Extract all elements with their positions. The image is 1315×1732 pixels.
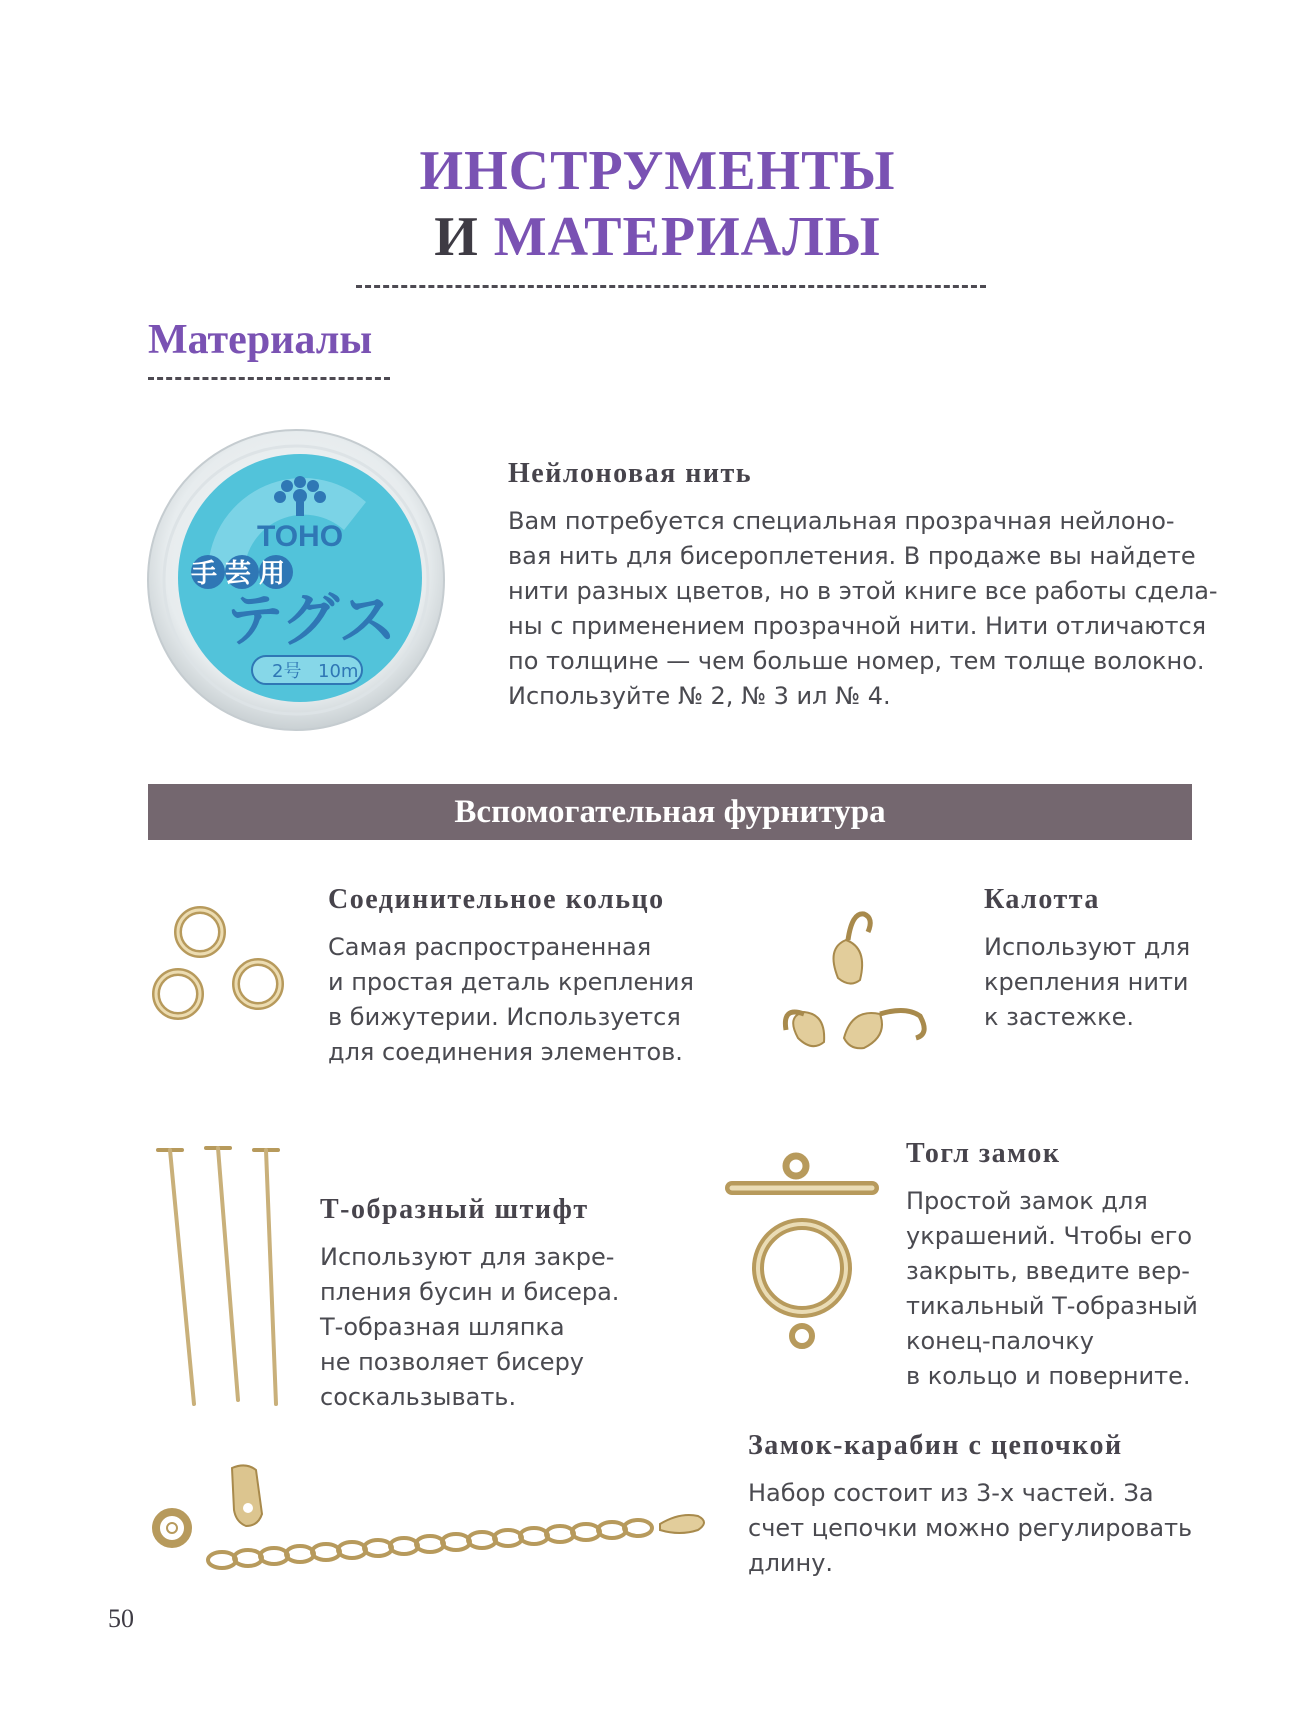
text-line: к застежке. <box>984 1003 1135 1031</box>
text-line: счет цепочки можно регулировать <box>748 1514 1193 1542</box>
title-conjunction: И <box>434 206 479 268</box>
head-pin-description <box>320 1240 619 1415</box>
text-line: Используйте № 2, № 3 ил № 4. <box>508 682 891 710</box>
text-line: для соединения элементов. <box>328 1038 683 1066</box>
jump-ring-description <box>328 930 694 1070</box>
text-line: по толщине — чем больше номер, тем толще волокно. <box>508 647 1205 675</box>
clasp-chain-title: Замок-карабин с цепочкой <box>748 1430 1123 1461</box>
text-line: нити разных цветов, но в этой книге все работы сдела- <box>508 577 1218 605</box>
text-line: крепления нити <box>984 968 1189 996</box>
jump-ring-title: Соединительное кольцо <box>328 884 665 915</box>
calotte-description <box>984 930 1190 1035</box>
text-line: вая нить для бисероплетения. В продаже вы найдете <box>508 542 1196 570</box>
text-line: ны с применением прозрачной нити. Нити отличаются <box>508 612 1207 640</box>
text-line: Используют для закре- <box>320 1243 615 1271</box>
text-line: украшений. Чтобы его <box>906 1222 1193 1250</box>
nylon-thread-title: Нейлоновая нить <box>508 458 753 489</box>
text-line: конец-палочку <box>906 1327 1094 1355</box>
svg-text:手芸用: 手芸用 <box>190 559 294 589</box>
clasp-chain-description <box>748 1476 1192 1581</box>
text-line: тикальный Т-образный <box>906 1292 1198 1320</box>
svg-text:テグス: テグス <box>225 586 397 654</box>
page-number: 50 <box>108 1604 134 1633</box>
jump-rings-image <box>148 900 288 1030</box>
calottes-image <box>776 888 948 1078</box>
section-title: Материалы <box>148 317 373 363</box>
svg-text:TOHO: TOHO <box>256 520 344 553</box>
title-word: МАТЕРИАЛЫ <box>493 206 881 268</box>
svg-text:10m: 10m <box>318 661 359 682</box>
text-line: Простой замок для <box>906 1187 1148 1215</box>
nylon-thread-spool-image <box>146 420 446 738</box>
head-pin-title: Т-образный штифт <box>320 1194 589 1225</box>
text-line: Набор состоит из 3-х частей. За <box>748 1479 1154 1507</box>
text-line: в кольцо и поверните. <box>906 1362 1191 1390</box>
text-line: Вам потребуется специальная прозрачная нейлоно- <box>508 507 1175 535</box>
section-divider <box>148 377 390 380</box>
svg-text:2号: 2号 <box>272 661 302 682</box>
toggle-clasp-image <box>724 1150 880 1360</box>
text-line: закрыть, введите вер- <box>906 1257 1190 1285</box>
findings-band <box>148 784 1192 840</box>
title-divider <box>356 285 986 288</box>
page-title-line-2 <box>0 204 1315 270</box>
text-line: длину. <box>748 1549 834 1577</box>
text-line: Т-образная шляпка <box>320 1313 565 1341</box>
text-line: не позволяет бисеру <box>320 1348 584 1376</box>
nylon-thread-description <box>508 504 1218 714</box>
head-pins-image <box>148 1146 288 1410</box>
text-line: в бижутерии. Используется <box>328 1003 681 1031</box>
text-line: Самая распространенная <box>328 933 652 961</box>
text-line: и простая деталь крепления <box>328 968 694 996</box>
text-line: Используют для <box>984 933 1191 961</box>
toggle-clasp-title: Тогл замок <box>906 1138 1061 1169</box>
calotte-title: Калотта <box>984 884 1100 915</box>
toggle-clasp-description <box>906 1184 1198 1394</box>
findings-band-title: Вспомогательная фурнитура <box>454 794 886 830</box>
page-title-line-1: ИНСТРУМЕНТЫ <box>419 140 896 202</box>
text-line: пления бусин и бисера. <box>320 1278 620 1306</box>
text-line: соскальзывать. <box>320 1383 517 1411</box>
clasp-chain-image <box>150 1456 722 1574</box>
